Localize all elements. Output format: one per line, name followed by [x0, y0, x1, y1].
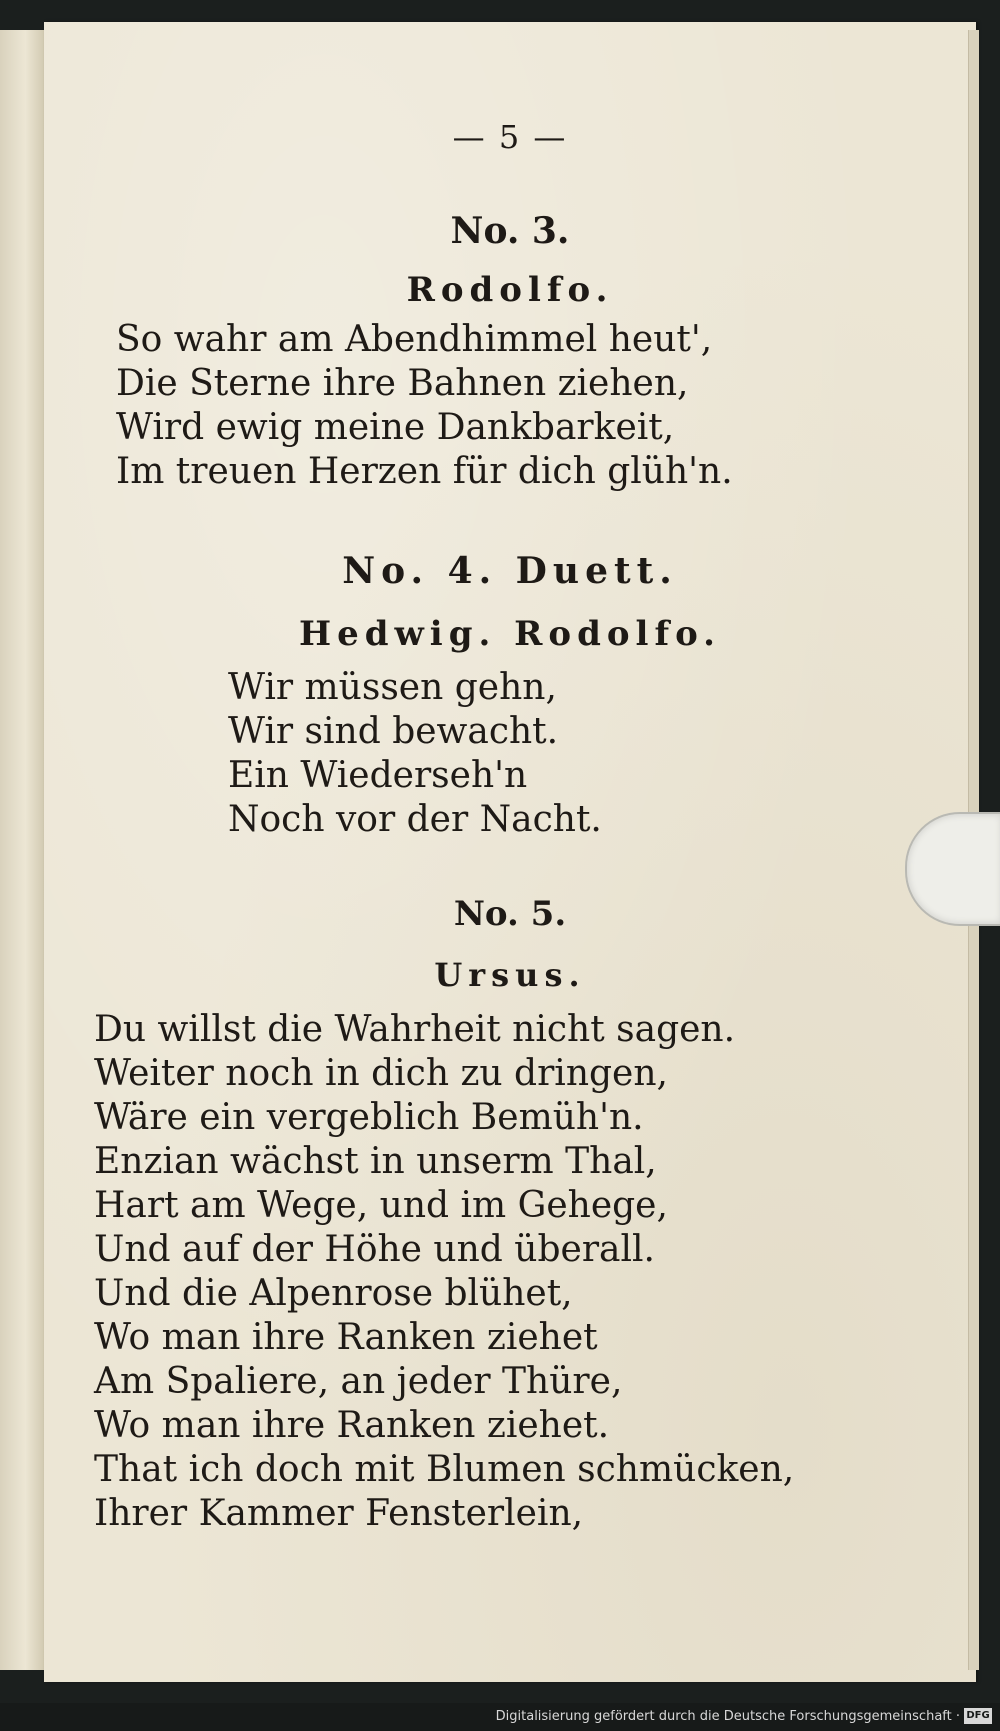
verse-line: Wo man ihre Ranken ziehet.	[94, 1405, 610, 1446]
dfg-logo: DFG	[964, 1708, 992, 1724]
speaker-hedwig-rodolfo: Hedwig. Rodolfo.	[298, 614, 721, 654]
speaker-ursus: Ursus.	[434, 956, 586, 994]
verse-line: Wo man ihre Ranken ziehet	[94, 1317, 598, 1358]
section-heading-no3: No. 3.	[450, 210, 570, 252]
verse-line: Und auf der Höhe und überall.	[94, 1229, 655, 1270]
book-left-edge	[0, 30, 47, 1670]
footer-bar	[0, 1703, 1000, 1731]
section-heading-no5: No. 5.	[453, 894, 567, 934]
verse-line: Noch vor der Nacht.	[228, 799, 602, 840]
verse-line: Im treuen Herzen für dich glüh'n.	[116, 451, 733, 492]
verse-line: Ein Wiederseh'n	[228, 755, 528, 796]
verse-line: Wird ewig meine Dankbarkeit,	[116, 407, 675, 448]
section-heading-no4: No. 4. Duett.	[342, 550, 678, 592]
page-number: — 5 —	[452, 118, 568, 156]
verse-line: Wäre ein vergeblich Bemüh'n.	[94, 1097, 644, 1138]
page-text	[44, 22, 976, 1682]
verse-line: Am Spaliere, an jeder Thüre,	[94, 1361, 623, 1402]
verse-line: Wir müssen gehn,	[228, 667, 557, 708]
verse-line: Weiter noch in dich zu dringen,	[94, 1053, 668, 1094]
book-page	[44, 22, 976, 1682]
speaker-rodolfo: Rodolfo.	[406, 270, 614, 310]
verse-line: Hart am Wege, und im Gehege,	[94, 1185, 668, 1226]
verse-line: Wir sind bewacht.	[228, 711, 559, 752]
verse-line: So wahr am Abendhimmel heut',	[116, 319, 713, 360]
verse-line: Du willst die Wahrheit nicht sagen.	[94, 1009, 736, 1050]
verse-line: Die Sterne ihre Bahnen ziehen,	[116, 363, 689, 404]
verse-line: Ihrer Kammer Fensterlein,	[94, 1493, 584, 1534]
verse-line: Enzian wächst in unserm Thal,	[94, 1141, 657, 1182]
footer-credit: Digitalisierung gefördert durch die Deutsche Forschungsgemeinschaft ·	[495, 1709, 960, 1724]
bookmark-tab	[905, 812, 1000, 926]
verse-line: That ich doch mit Blumen schmücken,	[94, 1449, 795, 1490]
verse-line: Und die Alpenrose blühet,	[94, 1273, 573, 1314]
